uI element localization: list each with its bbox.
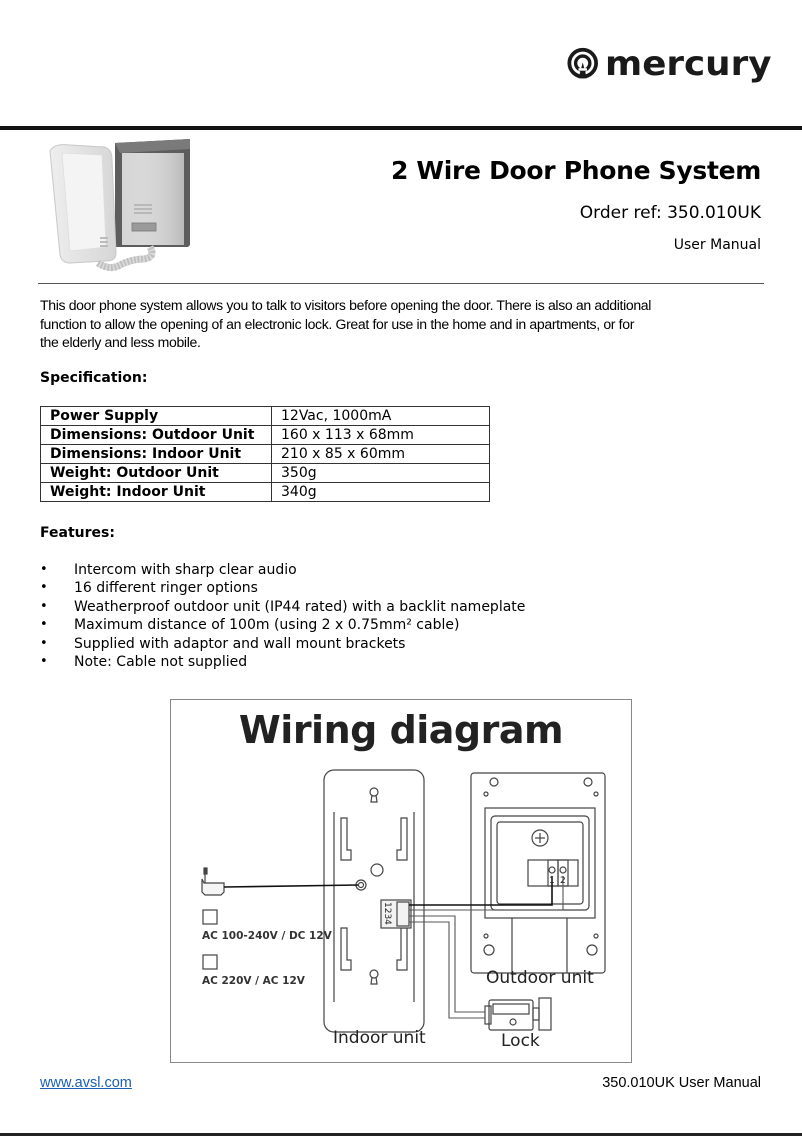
list-item [40,616,525,634]
bullet-icon: • [40,598,48,614]
title-divider [38,283,764,284]
feature-text: 16 different ringer options [74,580,258,597]
spec-label: Weight: Outdoor Unit [41,464,272,483]
bullet-icon: • [40,653,48,669]
specification-heading: Specification: [40,370,148,386]
outdoor-unit-label: Outdoor unit [486,968,594,988]
document-subtitle: User Manual [673,237,761,253]
brand-logo [566,42,772,86]
spec-label: Dimensions: Outdoor Unit [41,426,272,445]
product-image [40,135,200,275]
antenna-signal-icon [566,44,599,84]
brand-name: mercury [605,44,772,84]
spec-value: 12Vac, 1000mA [272,407,490,426]
spec-value: 160 x 113 x 68mm [272,426,490,445]
order-reference: Order ref: 350.010UK [579,203,761,223]
wiring-diagram [170,699,632,1063]
list-item [40,579,525,597]
bullet-icon: • [40,635,48,651]
website-link[interactable]: www.avsl.com [40,1075,132,1091]
spec-label: Weight: Indoor Unit [41,483,272,502]
power-option-label: AC 100-240V / DC 12V [202,930,332,942]
feature-text: Note: Cable not supplied [74,653,248,670]
list-item [40,598,525,616]
header-divider [0,126,802,130]
bullet-icon: • [40,617,48,633]
spec-value: 350g [272,464,490,483]
features-heading: Features: [40,525,115,541]
features-list [40,561,525,671]
lock-label: Lock [501,1031,540,1051]
power-option-label: AC 220V / AC 12V [202,975,305,987]
table-row [41,407,490,426]
table-row [41,426,490,445]
diagram-title: Wiring diagram [238,708,564,752]
table-row [41,464,490,483]
outdoor-terminal-2: 2 [560,876,566,886]
intro-line: function to allow the opening of an electronic lock. Great for use in the home and in apartments, or for [40,316,635,333]
footer-document-ref: 350.010UK User Manual [602,1075,761,1091]
indoor-unit-label: Indoor unit [333,1028,426,1048]
list-item [40,561,525,579]
feature-text: Intercom with sharp clear audio [74,562,297,578]
table-row [41,445,490,464]
bullet-icon: • [40,562,48,577]
feature-text: Maximum distance of 100m (using 2 x 0.75mm² cable) [74,617,460,634]
page-title: 2 Wire Door Phone System [390,156,761,185]
spec-label: Power Supply [41,407,272,426]
table-row [41,483,490,502]
spec-label: Dimensions: Indoor Unit [41,445,272,464]
indoor-terminal-numbers: 1234 [382,902,392,925]
intro-line: This door phone system allows you to talk to visitors before opening the door. There is also an additional [40,298,652,314]
list-item [40,635,525,653]
feature-text: Weatherproof outdoor unit (IP44 rated) with a backlit nameplate [74,598,526,615]
intro-paragraph [40,297,763,353]
spec-value: 210 x 85 x 60mm [272,445,490,464]
bullet-icon: • [40,580,48,596]
list-item [40,653,525,671]
outdoor-terminal-1: 1 [549,876,555,886]
specification-table [40,406,490,502]
spec-value: 340g [272,483,490,502]
intro-line: the elderly and less mobile. [40,335,201,351]
feature-text: Supplied with adaptor and wall mount brackets [74,635,406,652]
